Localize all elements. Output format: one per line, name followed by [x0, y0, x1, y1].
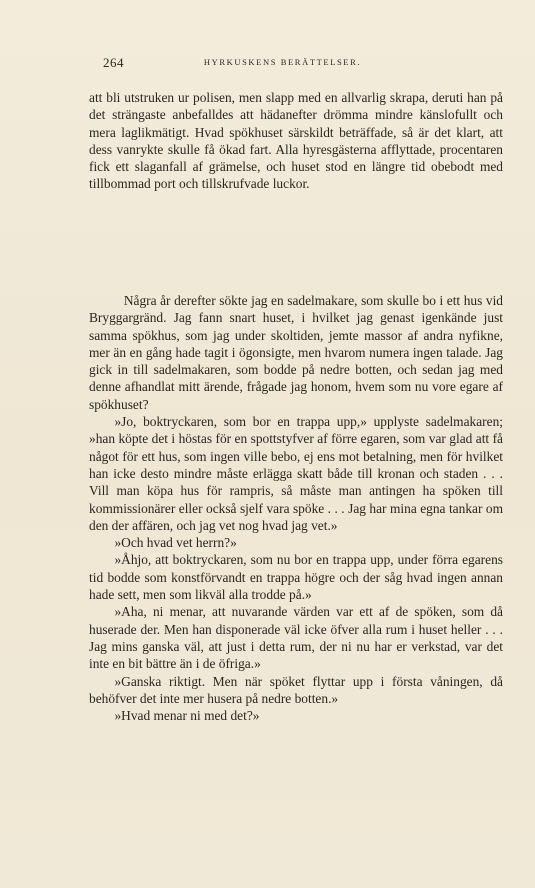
paragraph: »Och hvad vet herrn?» — [114, 535, 237, 551]
section-2-text — [89, 292, 503, 724]
running-head — [0, 55, 535, 73]
paragraph: Några år derefter sökte jag en sadelmakare, som skulle bo i ett hus vid Bryggargränd. Jag fann snart huset, i hvilket jag genast igenkände just samma spökhus, som jag under skoltiden, jemte massor af andra nyfikne, mer än en gång hade tagit i ögonsigte, men hvarom numera ingen talade. Jag gick in till sadelmakaren, som bodde på nedre botten, och sedan jag med denne afhandlat mitt ärende, frågade jag honom, hvem som nu vore egare af spökhuset? — [89, 293, 503, 412]
paragraph: att bli utstruken ur polisen, men slapp med en allvarlig skrapa, deruti han på det strängaste anbefalldes att hädanefter drömma mindre känslofullt och mera laglikmätigt. Hvad spökhuset särskildt beträffade, så är det klart, att dess vanrykte skulle få ökad fart. Alla hyresgästerna afflyttade, procentaren fick ett slaganfall af grämelse, och huset stod en längre tid obebodt med tillbommad port och tillskrufvade luckor. — [89, 90, 503, 192]
paragraph: »Hvad menar ni med det?» — [114, 708, 260, 724]
paragraph: »Åhjo, att boktryckaren, som nu bor en trappa upp, under förra egarens tid bodde som konstförvandt en trappa högre och der såg hvad ingen annan hade sett, men som likväl alla trodde på.» — [89, 552, 503, 603]
page-number: 264 — [103, 55, 124, 70]
paragraph: »Jo, boktryckaren, som bor en trappa upp,» upplyste sadelmakaren; »han köpte det i höstas för en spottstyfver af förre egaren, som var glad att få något för ett hus, som ingen ville bebo, ej ens mot betalning, men för hvilket han icke desto mindre måste erlägga skatt både till kronan och staden . . . Vill man köpa hus för rampris, så måste man antingen ha spöken till kommissionärer eller också sjelf vara spöke . . . Jag har mina egna tankar om den der affären, och jag vet nog hvad jag vet.» — [89, 414, 503, 533]
section-1-text — [89, 89, 503, 193]
paragraph: »Ganska riktigt. Men när spöket flyttar upp i första våningen, då behöfver det inte mer husera på nedre botten.» — [89, 673, 503, 706]
running-title: HYRKUSKENS BERÄTTELSER. — [203, 57, 362, 67]
paragraph: »Aha, ni menar, att nuvarande värden var ett af de spöken, som då huserade der. Men han disponerade väl icke öfver alla rum i huset heller . . . Jag mins ganska väl, att just i detta rum, der ni nu har er verkstad, var det inte en bit bättre än i de öfriga.» — [89, 604, 503, 672]
